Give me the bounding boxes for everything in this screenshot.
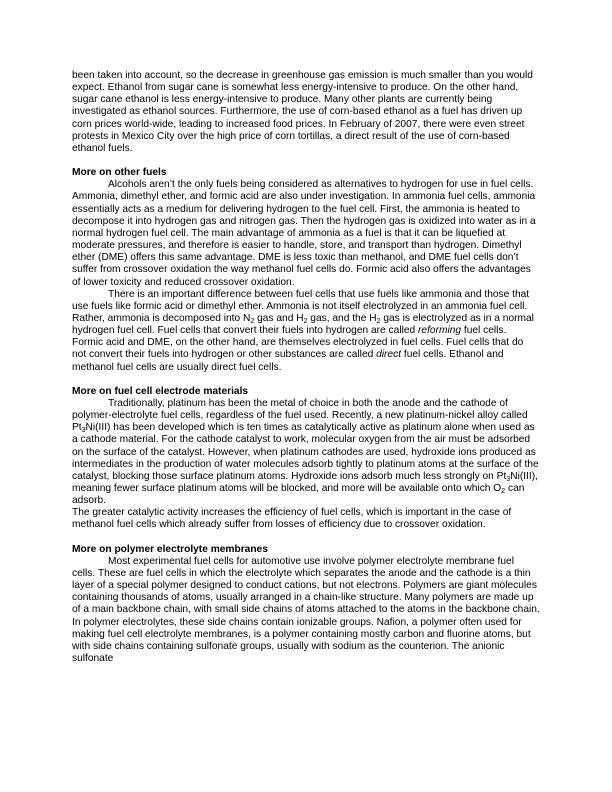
- electrode-paragraph-2: The greater catalytic activity increases the efficiency of fuel cells, which is important in the case of methanol fuel cells which already suffer from losses of efficiency due to crossover oxidation.: [72, 507, 512, 531]
- heading-electrode-materials: More on fuel cell electrode materials: [72, 385, 249, 397]
- heading-other-fuels: More on other fuels: [72, 167, 167, 179]
- intro-paragraph: been taken into account, so the decrease in greenhouse gas emission is much smaller than you would expect. Ethanol from sugar cane is somewhat less energy-intensive to produce. On the other hand, sugar cane ethanol is less energy-intensive to produce. Many other plants are currently being investigated as ethanol sources. Furthermore, the use of corn-based ethanol as a fuel has driven up corn prices world-wide, leading to increased food prices. In February of 2007, there were even street protests in Mexico City over the high price of corn tortillas, a direct result of the use of corn-based ethanol fuels.: [72, 70, 533, 154]
- membranes-paragraph-1: Most experimental fuel cells for automotive use involve polymer electrolyte membrane fuel cells. These are fuel cells in which the electrolyte which separates the anode and the cathode is a thin layer of a special polymer designed to conduct cations, but not electrons. Polymers are giant molecules containing thousands of atoms, usually arranged in a chain-like structure. Many polymers are made up of a main backbone chain, with small side chains of atoms attached to the atoms in the backbone chain. In polymer electrolytes, these side chains contain ionizable groups. Nafion, a polymer often used for making fuel cell electrolyte membranes, is a polymer containing mostly carbon and fluorine atoms, but with side chains containing sulfonate groups, usually with sodium as the counterion. The anionic sulfonate: [72, 555, 540, 665]
- heading-polymer-membranes: More on polymer electrolyte membranes: [72, 543, 268, 555]
- electrode-paragraph-1: Traditionally, platinum has been the metal of choice in both the anode and the cathode of polymer-electrolyte fuel cells, regardless of the fuel used. Recently, a new platinum-nickel alloy called $Pt_3Ni(III)$ has been developed which is ten times as catalytically active as platinum alone when used as a cathode material. For the cathode catalyst to work, molecular oxygen from the air must be adsorbed on the surface of the catalyst. However, when platinum cathodes are used, hydroxide ions produced as intermediates in the production of water molecules adsorb tightly to platinum atoms at the surface of the catalyst, blocking those surface platinum atoms. Hydroxide ions adsorb much less strongly on $Pt_3Ni(III)$, meaning fewer surface platinum atoms will be blocked, and more will be available onto which $O_2$ can adsorb.: [72, 397, 539, 507]
- section-gap: [72, 532, 540, 544]
- section-gap: [72, 155, 540, 167]
- section-gap: [72, 374, 540, 386]
- other-fuels-paragraph-2: There is an important difference between fuel cells that use fuels like ammonia and those that use fuels like formic acid or dimethyl ether. Ammonia is not itself electrolyzed in an ammonia fuel cell. Rather, ammonia is decomposed into $N_2$ gas and $H_2$ gas, and the $H_2$ gas is electrolyzed as in a normal hydrogen fuel cell. Fuel cells that convert their fuels into hydrogen are called reforming fuel cells. Formic acid and DME, on the other hand, are themselves electrolyzed in fuel cells. Fuel cells that do not convert their fuels into hydrogen or other substances are called direct fuel cells. Ethanol and methanol fuel cells are usually direct fuel cells.: [72, 288, 534, 373]
- other-fuels-paragraph-1: Alcohols aren’t the only fuels being considered as alternatives to hydrogen for use in fuel cells. Ammonia, dimethyl ether, and formic acid are also under investigation. In ammonia fuel cells, ammonia essentially acts as a medium for delivering hydrogen to the fuel cell. First, the ammonia is heated to decompose it into hydrogen gas and nitrogen gas. Then the hydrogen gas is oxidized into water as in a normal hydrogen fuel cell. The main advantage of ammonia as a fuel is that it can be liquefied at moderate pressures, and therefore is easier to handle, store, and transport than hydrogen. Dimethyl ether (DME) offers this same advantage. DME is less toxic than methanol, and DME fuel cells don’t suffer from crossover oxidation the way methanol fuel cells do. Formic acid also offers the advantages of lower toxicity and reduced crossover oxidation.: [72, 179, 536, 288]
- document-page: [72, 70, 540, 665]
